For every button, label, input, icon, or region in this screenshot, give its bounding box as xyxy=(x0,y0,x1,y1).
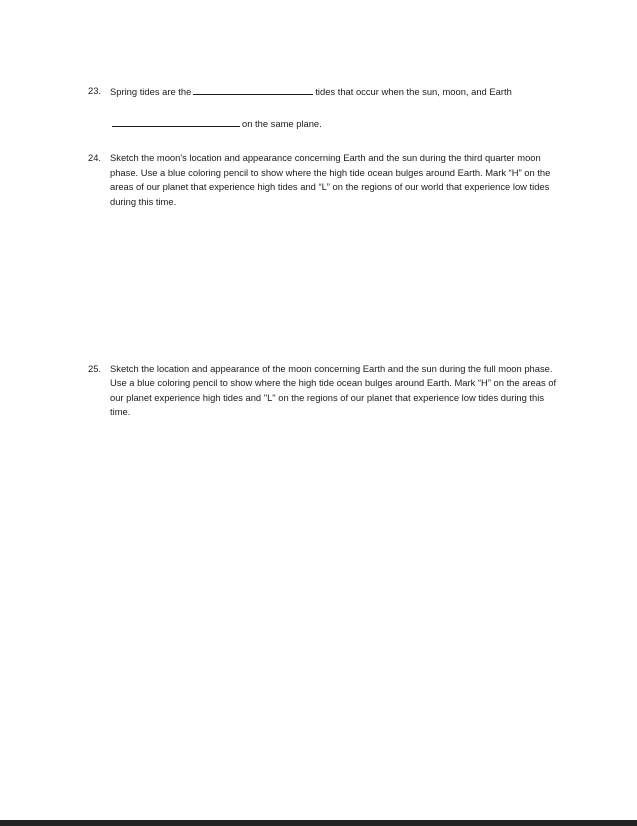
page-bottom-bar xyxy=(0,820,637,826)
question-23 xyxy=(88,84,558,131)
question-23-body xyxy=(110,84,558,131)
answer-blank-2[interactable] xyxy=(112,116,240,127)
question-25 xyxy=(88,362,558,420)
answer-blank-1[interactable] xyxy=(193,84,313,95)
question-23-text-after-blank: tides that occur when the sun, moon, and Earth xyxy=(315,86,512,97)
question-23-line-two xyxy=(110,116,558,132)
question-23-line-two-text: on the same plane. xyxy=(242,117,322,129)
question-23-number: 23. xyxy=(88,85,102,96)
sketch-answer-area-24[interactable] xyxy=(88,210,558,362)
question-23-text-before-blank: Spring tides are the xyxy=(110,86,192,97)
question-25-text: Sketch the location and appearance of the moon concerning Earth and the sun during the full moon phase. Use a blue coloring pencil to show where the high tide ocean bulges around Earth. Mark “H” on the areas of our planet experience high tides and "L" on the regions of our planet that experience low tides during this time. xyxy=(110,362,557,418)
question-23-line-one xyxy=(110,84,558,100)
question-list xyxy=(88,84,558,420)
question-25-number: 25. xyxy=(88,362,102,374)
spacer-23-24 xyxy=(88,131,558,151)
question-24-number: 24. xyxy=(88,152,102,164)
question-24-text: Sketch the moon's location and appearance concerning Earth and the sun during the third quarter moon phase. Use a blue coloring pencil to show where the high tide ocean bulges around Earth. Mark “H” on the areas of our planet that experience high tides and “L” on the regions of our world that experience low tides during this time. xyxy=(110,152,551,207)
question-24 xyxy=(88,151,558,209)
